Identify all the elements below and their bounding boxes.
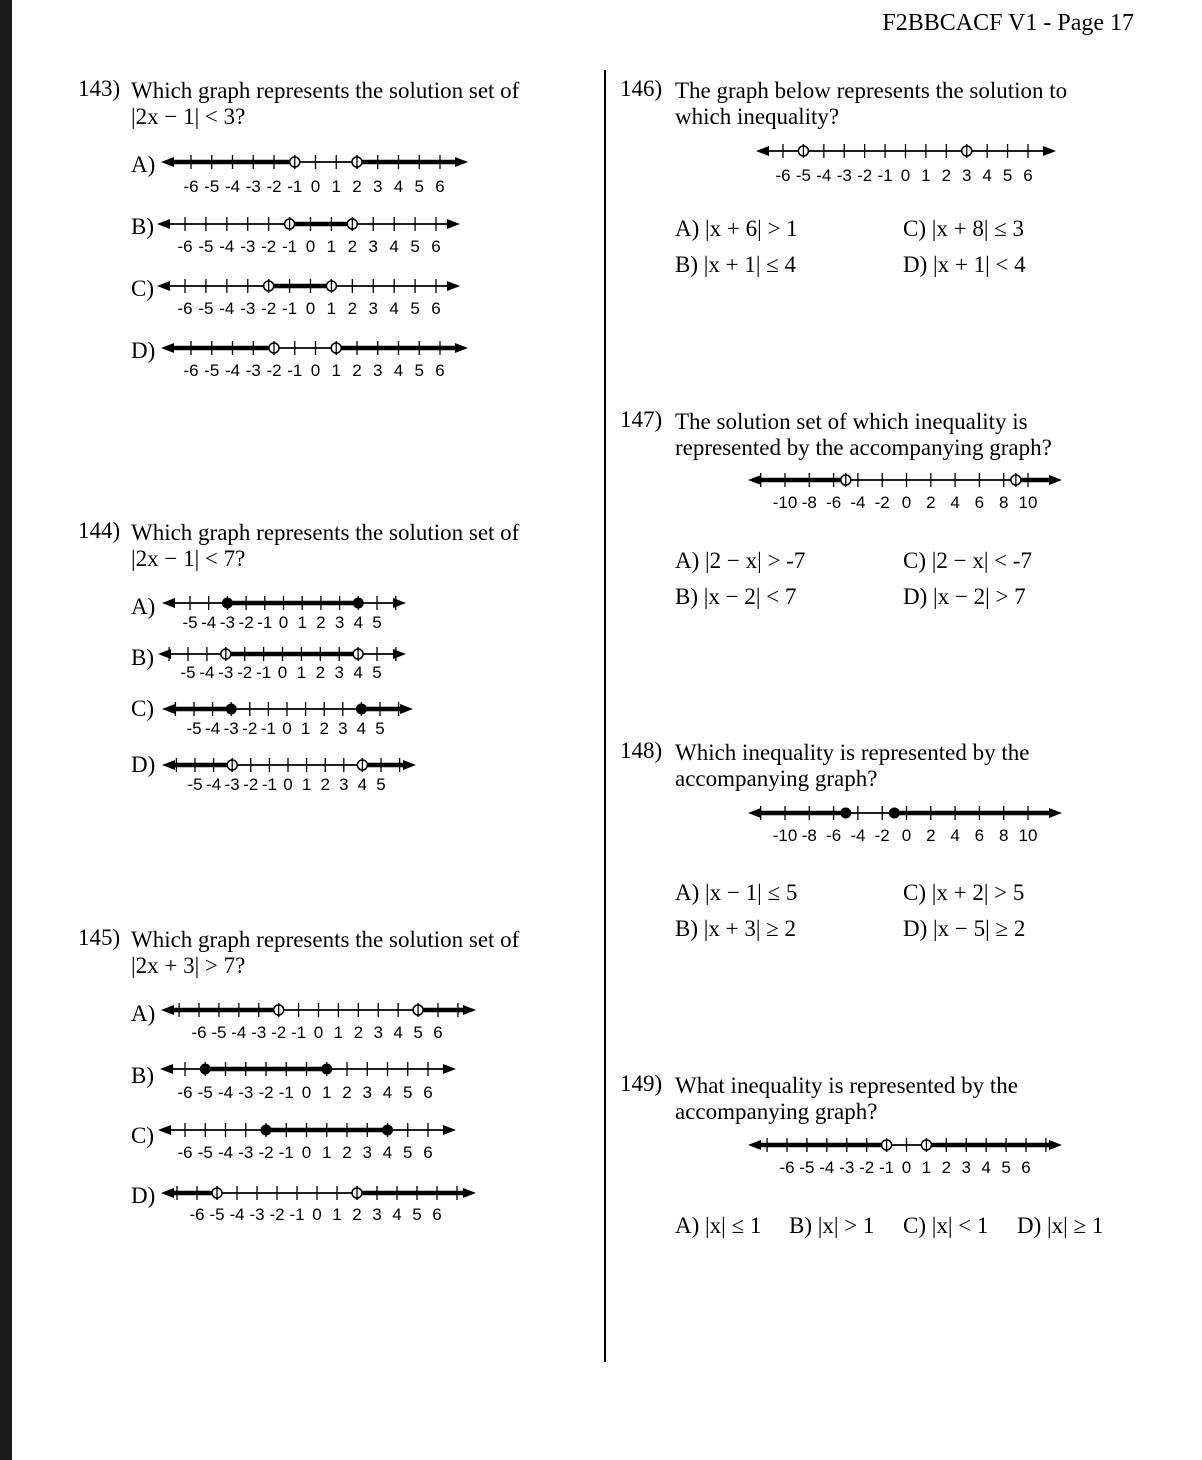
tick-label: 2 <box>353 1023 364 1042</box>
tick-label: -6 <box>183 361 199 380</box>
question-147-line1: The solution set of which inequality is <box>675 409 1028 434</box>
tick-label: -4 <box>219 237 235 256</box>
q143-option-a[interactable]: A) <box>131 152 156 177</box>
tick-label: 0 <box>901 493 912 512</box>
tick-label: -1 <box>256 663 272 682</box>
tick-label: -4 <box>850 493 866 512</box>
tick-label: 6 <box>423 1083 433 1102</box>
tick-label: 6 <box>1021 1158 1031 1177</box>
tick-label: -4 <box>224 361 241 380</box>
tick-label: -5 <box>198 299 214 318</box>
tick-label: 3 <box>368 237 378 256</box>
left-arrow-icon <box>157 219 170 229</box>
right-arrow-icon <box>447 281 460 291</box>
tick-label: 3 <box>338 719 348 738</box>
question-145-number: 145) <box>78 925 121 950</box>
closed-point <box>840 808 851 819</box>
tick-label: 5 <box>410 299 420 318</box>
number-line-149 <box>746 1131 1066 1181</box>
column-divider <box>604 70 606 1362</box>
q147-answer-d[interactable]: D) |x − 2| > 7 <box>903 584 1026 609</box>
tick-label: -5 <box>204 177 220 196</box>
tick-label: 2 <box>316 613 326 632</box>
tick-label: -5 <box>197 1083 213 1102</box>
tick-label: -1 <box>879 1158 895 1177</box>
tick-label: -10 <box>772 493 798 512</box>
number-line-143c <box>155 272 464 322</box>
tick-label: -6 <box>779 1158 795 1177</box>
tick-label: 0 <box>305 237 316 256</box>
tick-label: 8 <box>998 493 1009 512</box>
tick-label: -2 <box>261 237 277 256</box>
tick-label: -2 <box>258 1083 274 1102</box>
tick-label: -4 <box>217 1083 234 1102</box>
closed-point <box>226 704 237 715</box>
tick-label: -2 <box>238 613 254 632</box>
tick-label: -1 <box>282 237 298 256</box>
number-line-146 <box>754 137 1060 189</box>
tick-label: -3 <box>240 237 256 256</box>
tick-label: -2 <box>237 663 253 682</box>
number-line-143d <box>159 334 472 384</box>
tick-label: -1 <box>287 361 303 380</box>
tick-label: 0 <box>901 826 912 845</box>
closed-point <box>382 1125 393 1136</box>
tick-label: -1 <box>291 1023 307 1042</box>
tick-label: 5 <box>403 1143 413 1162</box>
tick-label: 4 <box>950 826 960 845</box>
tick-label: 6 <box>423 1143 433 1162</box>
question-145-line2: |2x + 3| > 7? <box>131 953 246 978</box>
tick-label: -1 <box>282 299 298 318</box>
tick-label: -3 <box>836 166 852 185</box>
tick-label: -2 <box>874 493 890 512</box>
tick-label: 5 <box>375 719 385 738</box>
tick-label: 3 <box>373 361 383 380</box>
tick-label: 4 <box>393 177 404 196</box>
closed-point <box>261 1125 272 1136</box>
tick-label: -6 <box>177 237 193 256</box>
tick-label: -8 <box>801 493 817 512</box>
q144-option-a[interactable]: A) <box>131 594 156 619</box>
q147-answer-a[interactable]: A) |2 − x| > -7 <box>675 548 806 573</box>
tick-label: 4 <box>353 613 364 632</box>
question-145-text <box>131 927 519 979</box>
tick-label: 0 <box>277 663 288 682</box>
tick-label: -1 <box>289 1205 305 1224</box>
left-arrow-icon <box>756 146 769 156</box>
tick-label: 1 <box>297 613 307 632</box>
tick-label: -5 <box>209 1205 225 1224</box>
tick-label: 5 <box>414 177 424 196</box>
tick-label: -2 <box>874 826 890 845</box>
question-149-line2: accompanying graph? <box>675 1099 878 1124</box>
tick-label: 5 <box>376 775 386 794</box>
tick-label: -4 <box>217 1143 234 1162</box>
number-line-143a <box>159 148 472 200</box>
tick-label: -6 <box>189 1205 205 1224</box>
question-146-number: 146) <box>620 76 663 101</box>
tick-label: -5 <box>180 663 196 682</box>
tick-label: 4 <box>982 166 992 185</box>
tick-label: 6 <box>433 1023 443 1042</box>
number-line-148 <box>746 799 1066 849</box>
tick-label: 10 <box>1018 493 1038 512</box>
tick-label: -3 <box>839 1158 855 1177</box>
tick-label: -1 <box>257 613 273 632</box>
tick-label: -2 <box>266 361 282 380</box>
right-arrow-icon <box>393 649 406 659</box>
tick-label: 2 <box>315 663 326 682</box>
tick-label: 4 <box>357 775 368 794</box>
number-line-147 <box>746 466 1066 516</box>
tick-label: 1 <box>322 1083 332 1102</box>
tick-label: 0 <box>301 1083 312 1102</box>
tick-label: 4 <box>356 719 367 738</box>
tick-label: -4 <box>206 775 222 794</box>
tick-label: -1 <box>278 1083 294 1102</box>
tick-label: -4 <box>231 1023 247 1042</box>
tick-label: 0 <box>901 1158 912 1177</box>
left-arrow-icon <box>157 281 170 291</box>
number-line-144c <box>160 695 417 742</box>
question-147-text <box>675 409 1052 461</box>
tick-label: 4 <box>950 493 960 512</box>
tick-label: -2 <box>859 1158 875 1177</box>
tick-label: -4 <box>224 177 241 196</box>
tick-label: 10 <box>1018 826 1038 845</box>
tick-label: 4 <box>353 663 363 682</box>
closed-point <box>356 704 367 715</box>
number-line-144b <box>156 640 410 686</box>
left-edge-bar <box>0 0 12 1460</box>
q149-answer-c[interactable]: C) |x| < 1 <box>903 1213 989 1238</box>
tick-label: 2 <box>352 177 362 196</box>
q145-option-c[interactable]: C) <box>131 1123 154 1148</box>
tick-label: 4 <box>393 361 404 380</box>
tick-label: 1 <box>921 166 931 185</box>
q145-option-d[interactable]: D) <box>131 1183 156 1208</box>
q148-answer-a[interactable]: A) |x − 1| ≤ 5 <box>675 880 798 905</box>
tick-label: 5 <box>414 361 424 380</box>
q144-option-b[interactable]: B) <box>131 645 154 670</box>
tick-label: 5 <box>410 237 420 256</box>
q143-option-c[interactable]: C) <box>131 276 154 301</box>
question-148-line2: accompanying graph? <box>675 766 878 791</box>
q147-answer-c[interactable]: C) |2 − x| < -7 <box>903 548 1033 573</box>
tick-label: -2 <box>269 1205 285 1224</box>
tick-label: -2 <box>271 1023 287 1042</box>
tick-label: -4 <box>819 1158 835 1177</box>
closed-point <box>889 808 900 819</box>
tick-label: 4 <box>382 1083 393 1102</box>
left-arrow-icon <box>160 1064 173 1074</box>
number-line-145b <box>158 1055 460 1106</box>
tick-label: -10 <box>772 826 798 845</box>
tick-label: -6 <box>177 1143 193 1162</box>
question-148-text <box>675 740 1029 792</box>
tick-label: 2 <box>941 1158 952 1177</box>
tick-label: -1 <box>260 719 276 738</box>
question-149-line1: What inequality is represented by the <box>675 1073 1018 1098</box>
tick-label: 0 <box>283 775 293 794</box>
tick-label: -5 <box>197 1143 213 1162</box>
tick-label: 0 <box>310 177 321 196</box>
tick-label: 1 <box>331 361 341 380</box>
tick-label: -4 <box>850 826 866 845</box>
question-144-line2: |2x − 1| < 7? <box>131 546 246 571</box>
right-arrow-icon <box>1043 146 1056 156</box>
question-147-number: 147) <box>620 407 663 432</box>
tick-label: 3 <box>372 1205 382 1224</box>
tick-label: 6 <box>435 361 445 380</box>
q146-answer-b[interactable]: B) |x + 1| ≤ 4 <box>675 252 797 277</box>
tick-label: -4 <box>201 613 217 632</box>
tick-label: -8 <box>801 826 817 845</box>
tick-label: -4 <box>199 663 215 682</box>
tick-label: -2 <box>258 1143 274 1162</box>
tick-label: -3 <box>251 1023 267 1042</box>
tick-label: 1 <box>331 177 341 196</box>
tick-label: 2 <box>926 826 936 845</box>
closed-point <box>200 1064 211 1075</box>
tick-label: -1 <box>877 166 893 185</box>
q148-answer-c[interactable]: C) |x + 2| > 5 <box>903 880 1025 905</box>
q144-option-d[interactable]: D) <box>131 752 156 777</box>
tick-label: 4 <box>389 299 399 318</box>
tick-label: -3 <box>218 663 234 682</box>
tick-label: 0 <box>310 361 321 380</box>
question-143-line2: |2x − 1| < 3? <box>131 104 246 129</box>
question-144-line1: Which graph represents the solution set of <box>131 520 520 545</box>
right-arrow-icon <box>447 219 460 229</box>
tick-label: 5 <box>372 613 382 632</box>
tick-label: 2 <box>926 493 936 512</box>
tick-label: 2 <box>320 775 330 794</box>
tick-label: -2 <box>242 719 258 738</box>
question-144-number: 144) <box>78 518 121 543</box>
tick-label: -5 <box>204 361 220 380</box>
tick-label: 6 <box>435 177 445 196</box>
tick-label: 5 <box>403 1083 413 1102</box>
tick-label: 3 <box>334 613 345 632</box>
q148-answer-b[interactable]: B) |x + 3| ≥ 2 <box>675 916 797 941</box>
tick-label: -3 <box>245 361 261 380</box>
tick-label: 5 <box>1001 1158 1011 1177</box>
tick-label: 5 <box>372 663 382 682</box>
tick-label: 3 <box>961 1158 971 1177</box>
q143-option-b[interactable]: B) <box>131 214 154 239</box>
page-header: F2BBCACF V1 - Page 17 <box>882 10 1134 36</box>
tick-label: 2 <box>347 237 358 256</box>
tick-label: -5 <box>198 237 214 256</box>
tick-label: -3 <box>219 613 235 632</box>
number-line-144a <box>160 589 410 636</box>
number-line-143b <box>155 210 464 260</box>
tick-label: 2 <box>352 361 362 380</box>
tick-label: 1 <box>301 775 312 794</box>
q149-answer-a[interactable]: A) |x| ≤ 1 <box>675 1213 762 1238</box>
question-144-text <box>131 520 519 572</box>
tick-label: 2 <box>342 1143 352 1162</box>
tick-label: 6 <box>974 493 985 512</box>
tick-label: 6 <box>974 826 985 845</box>
tick-label: -3 <box>223 719 239 738</box>
question-149-number: 149) <box>620 1071 663 1096</box>
q145-option-b[interactable]: B) <box>131 1063 154 1088</box>
q143-option-d[interactable]: D) <box>131 338 156 363</box>
tick-label: 1 <box>921 1158 932 1177</box>
q146-answer-c[interactable]: C) |x + 8| ≤ 3 <box>903 216 1025 241</box>
tick-label: -3 <box>238 1143 254 1162</box>
tick-label: -6 <box>826 826 842 845</box>
tick-label: 2 <box>352 1205 362 1224</box>
question-146-line2: which inequality? <box>675 104 840 129</box>
tick-label: 3 <box>368 299 378 318</box>
tick-label: 0 <box>278 613 289 632</box>
tick-label: -5 <box>187 775 203 794</box>
tick-label: -6 <box>775 166 791 185</box>
tick-label: -2 <box>266 177 282 196</box>
tick-label: 4 <box>382 1143 393 1162</box>
number-line-145c <box>156 1116 460 1166</box>
tick-label: 3 <box>373 177 383 196</box>
tick-label: 2 <box>941 166 952 185</box>
tick-label: 4 <box>393 1023 403 1042</box>
tick-label: 5 <box>412 1205 422 1224</box>
question-149-text <box>675 1073 1018 1125</box>
question-145-line1: Which graph represents the solution set of <box>131 927 520 952</box>
tick-label: -6 <box>177 299 193 318</box>
tick-label: -5 <box>186 719 202 738</box>
tick-label: 3 <box>962 166 972 185</box>
number-line-144d <box>160 751 420 798</box>
tick-label: 3 <box>334 663 344 682</box>
left-arrow-icon <box>162 598 175 608</box>
tick-label: 6 <box>431 237 441 256</box>
tick-label: 6 <box>431 299 441 318</box>
tick-label: 1 <box>300 719 311 738</box>
tick-label: -5 <box>211 1023 227 1042</box>
left-arrow-icon <box>158 1125 171 1135</box>
tick-label: 8 <box>998 826 1009 845</box>
tick-label: -5 <box>795 166 811 185</box>
tick-label: 3 <box>362 1083 372 1102</box>
tick-label: 0 <box>312 1205 322 1224</box>
tick-label: -6 <box>191 1023 207 1042</box>
q146-answer-d[interactable]: D) |x + 1| < 4 <box>903 252 1026 277</box>
question-143-number: 143) <box>78 76 121 101</box>
tick-label: -6 <box>183 177 199 196</box>
number-line-145a <box>159 996 480 1046</box>
tick-label: -2 <box>857 166 873 185</box>
tick-label: 1 <box>332 1205 342 1224</box>
tick-label: 1 <box>296 663 307 682</box>
tick-label: 0 <box>313 1023 324 1042</box>
tick-label: -4 <box>816 166 832 185</box>
q148-answer-d[interactable]: D) |x − 5| ≥ 2 <box>903 916 1026 941</box>
tick-label: 1 <box>322 1143 332 1162</box>
tick-label: 0 <box>900 166 911 185</box>
tick-label: -4 <box>219 299 235 318</box>
right-arrow-icon <box>393 598 406 608</box>
question-148-line1: Which inequality is represented by the <box>675 740 1030 765</box>
question-148-number: 148) <box>620 738 663 763</box>
tick-label: 3 <box>362 1143 372 1162</box>
tick-label: -3 <box>245 177 261 196</box>
question-146-line1: The graph below represents the solution to <box>675 78 1068 103</box>
tick-label: 3 <box>339 775 349 794</box>
q147-answer-b[interactable]: B) |x − 2| < 7 <box>675 584 797 609</box>
tick-label: 2 <box>342 1083 352 1102</box>
q145-option-a[interactable]: A) <box>131 1001 156 1026</box>
tick-label: -2 <box>243 775 259 794</box>
q149-answer-b[interactable]: B) |x| > 1 <box>789 1213 875 1238</box>
tick-label: 4 <box>981 1158 991 1177</box>
right-arrow-icon <box>443 1064 456 1074</box>
tick-label: 6 <box>1023 166 1033 185</box>
right-arrow-icon <box>443 1125 456 1135</box>
tick-label: -5 <box>799 1158 815 1177</box>
tick-label: -3 <box>238 1083 254 1102</box>
question-143-line1: Which graph represents the solution set of <box>131 78 520 103</box>
tick-label: 1 <box>326 237 337 256</box>
question-143-text <box>131 78 519 130</box>
q149-answer-d[interactable]: D) |x| ≥ 1 <box>1017 1213 1104 1238</box>
tick-label: 4 <box>392 1205 402 1224</box>
number-line-145d <box>159 1179 480 1228</box>
tick-label: 0 <box>305 299 316 318</box>
tick-label: 1 <box>333 1023 344 1042</box>
closed-point <box>353 598 364 609</box>
tick-label: -6 <box>826 493 842 512</box>
tick-label: 4 <box>389 237 399 256</box>
tick-label: -1 <box>278 1143 294 1162</box>
closed-point <box>222 598 233 609</box>
q144-option-c[interactable]: C) <box>131 696 154 721</box>
tick-label: 6 <box>432 1205 442 1224</box>
question-147-line2: represented by the accompanying graph? <box>675 435 1052 460</box>
tick-label: -5 <box>182 613 198 632</box>
tick-label: 2 <box>319 719 329 738</box>
tick-label: -1 <box>261 775 277 794</box>
tick-label: 2 <box>347 299 358 318</box>
question-146-text <box>675 78 1067 130</box>
tick-label: -4 <box>229 1205 245 1224</box>
tick-label: 1 <box>326 299 337 318</box>
tick-label: -2 <box>261 299 277 318</box>
tick-label: -3 <box>240 299 256 318</box>
q146-answer-a[interactable]: A) |x + 6| > 1 <box>675 216 798 241</box>
tick-label: -6 <box>177 1083 193 1102</box>
tick-label: 3 <box>373 1023 383 1042</box>
tick-label: -4 <box>205 719 221 738</box>
tick-label: -3 <box>249 1205 265 1224</box>
tick-label: 5 <box>413 1023 423 1042</box>
tick-label: -3 <box>224 775 240 794</box>
closed-point <box>321 1064 332 1075</box>
tick-label: 5 <box>1002 166 1013 185</box>
tick-label: -1 <box>287 177 303 196</box>
tick-label: 0 <box>282 719 292 738</box>
tick-label: 0 <box>301 1143 312 1162</box>
